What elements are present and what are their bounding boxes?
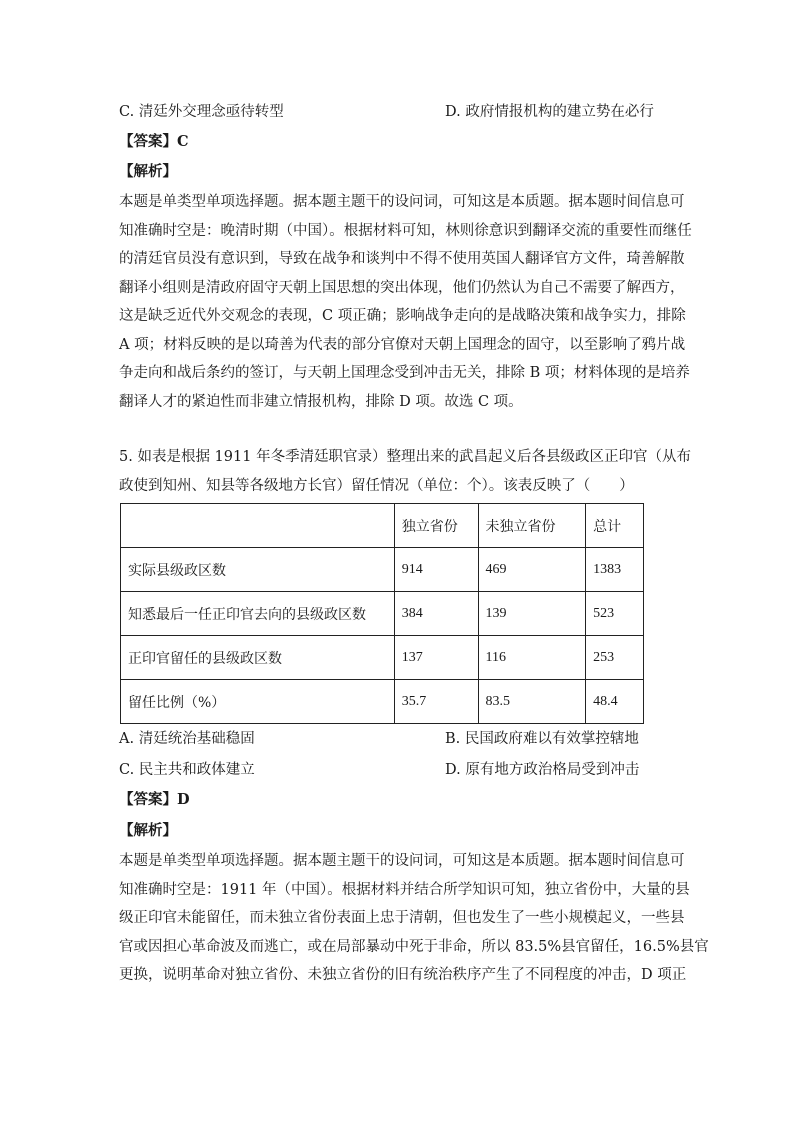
q4-option-c: C. 清廷外交理念亟待转型: [119, 104, 284, 120]
q5-option-d: D. 原有地方政治格局受到冲击: [445, 762, 640, 778]
table-cell: 139: [478, 592, 586, 636]
q4-answer: 【答案】C: [119, 133, 189, 150]
q5-analysis-line: 知准确时空是：1911 年（中国）。根据材料并结合所学知识可知，独立省份中，大量的县: [119, 881, 690, 898]
q5-analysis-line: 本题是单类型单项选择题。据本题主题干的设问词，可知这是本质题。据本题时间信息可: [119, 853, 685, 869]
table-cell: 469: [478, 548, 586, 592]
table-cell: 253: [586, 636, 644, 680]
table-cell: 83.5: [478, 680, 586, 724]
q5-analysis-label: 【解析】: [119, 822, 177, 839]
table-header-cell: [121, 504, 395, 548]
q5-stem: [119, 443, 692, 500]
q4-analysis-line: 的清廷官员没有意识到，导致在战争和谈判中不得不使用英国人翻译官方文件，琦善解散: [119, 251, 685, 267]
q5-option-a: A. 清廷统治基础稳固: [119, 731, 255, 747]
q5-analysis-line: 更换，说明革命对独立省份、未独立省份的旧有统治秩序产生了不同程度的冲击，D 项正: [119, 967, 687, 983]
table-row: [121, 592, 644, 636]
q4-analysis: [119, 188, 692, 416]
table-row: [121, 548, 644, 592]
table-cell: 523: [586, 592, 644, 636]
table-cell: 留任比例（%）: [121, 680, 395, 724]
q4-analysis-line: 翻译小组则是清政府固守天朝上国思想的突出体现，他们仍然认为自己不需要了解西方，: [119, 279, 685, 296]
table-header-cell: 未独立省份: [478, 504, 586, 548]
table-header-row: [121, 504, 644, 548]
q5-analysis-line: 级正印官未能留任，而未独立省份表面上忠于清朝，但也发生了一些小规模起义，一些县: [119, 910, 685, 926]
q5-option-c: C. 民主共和政体建立: [119, 762, 255, 778]
q5-stem-line: 5. 如表是根据 1911 年冬季清廷职官录）整理出来的武昌起义后各县级政区正印官（从布: [119, 449, 692, 465]
q4-analysis-line: 知准确时空是：晚清时期（中国）。根据材料可知，林则徐意识到翻译交流的重要性而继任: [119, 222, 692, 239]
table-header-cell: 总计: [586, 504, 644, 548]
q4-option-d: D. 政府情报机构的建立势在必行: [445, 104, 654, 120]
table-cell: 35.7: [394, 680, 478, 724]
q4-analysis-label: 【解析】: [119, 163, 177, 180]
q5-stem-line: 政使到知州、知县等各级地方长官）留任情况（单位：个）。该表反映了（ ）: [119, 477, 634, 494]
table-cell: 137: [394, 636, 478, 680]
table-cell: 知悉最后一任正印官去向的县级政区数: [121, 592, 395, 636]
q5-option-b: B. 民国政府难以有效掌控辖地: [445, 731, 639, 747]
table-cell: 1383: [586, 548, 644, 592]
q4-analysis-line: 翻译人才的紧迫性而非建立情报机构，排除 D 项。故选 C 项。: [119, 393, 523, 410]
q5-answer: 【答案】D: [119, 791, 190, 808]
table-cell: 384: [394, 592, 478, 636]
table-cell: 116: [478, 636, 586, 680]
table-cell: 实际县级政区数: [121, 548, 395, 592]
table-row: [121, 680, 644, 724]
q5-analysis-line: 官或因担心革命波及而逃亡，或在局部暴动中死于非命，所以 83.5%县官留任，16.5%县官: [119, 938, 709, 955]
q4-analysis-line: A 项；材料反映的是以琦善为代表的部分官僚对天朝上国理念的固守，以至影响了鸦片战: [119, 336, 686, 353]
table-header-cell: 独立省份: [394, 504, 478, 548]
q4-analysis-line: 这是缺乏近代外交观念的表现，C 项正确；影响战争走向的是战略决策和战争实力，排除: [119, 308, 686, 324]
q4-analysis-line: 本题是单类型单项选择题。据本题主题干的设问词，可知这是本质题。据本题时间信息可: [119, 194, 685, 210]
table-cell: 914: [394, 548, 478, 592]
q4-analysis-line: 争走向和战后条约的签订，与天朝上国理念受到冲击无关，排除 B 项；材料体现的是培养: [119, 365, 690, 381]
table-cell: 正印官留任的县级政区数: [121, 636, 395, 680]
table-row: [121, 636, 644, 680]
table-cell: 48.4: [586, 680, 644, 724]
q5-table: [120, 503, 644, 724]
q5-analysis: [119, 847, 709, 990]
